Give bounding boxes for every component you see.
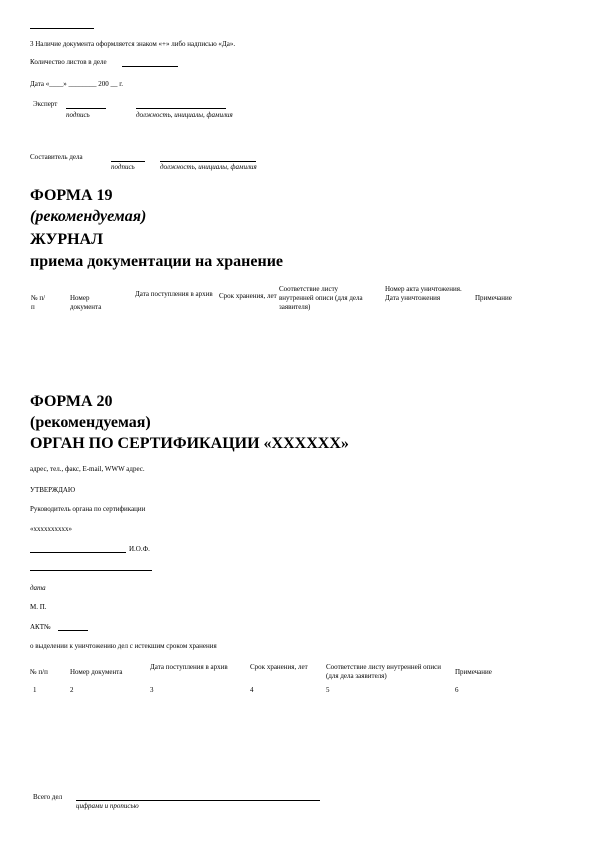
expert-label: Эксперт [33, 100, 58, 108]
form20-col-match: Соответствие листу внутренней описи (для дела заявителя) [326, 663, 442, 680]
form20-subtitle: (рекомендуемая) [30, 414, 151, 431]
form20-act-desc: о выделении к уничтожению дел с истекшим сроком хранения [30, 642, 217, 650]
signature-line [30, 552, 126, 553]
form19-col-docnum: Номер документа [70, 294, 102, 311]
expert-position-caption: должность, инициалы, фамилия [136, 111, 233, 119]
total-underline [76, 800, 320, 801]
form19-col-match: Соответствие листу внутренней описи (для дела заявителя) [279, 285, 363, 311]
sheet-count-underline [122, 66, 178, 67]
form20-col-docnum: Номер документа [70, 668, 123, 676]
form19-journal: ЖУРНАЛ [30, 231, 104, 248]
date-underline [30, 570, 152, 571]
form20-col-term: Срок хранения, лет [250, 663, 308, 671]
form20-num-4: 4 [250, 686, 254, 694]
compiler-position-caption: должность, инициалы, фамилия [160, 163, 257, 171]
note-line: 3 Наличие документа оформляется знаком «+» либо надписью «Да». [30, 40, 236, 48]
form20-iof: И.О.Ф. [129, 545, 150, 553]
form20-title: ФОРМА 20 [30, 393, 113, 410]
form20-approve: УТВЕРЖДАЮ [30, 486, 76, 494]
compiler-position-line [160, 161, 256, 162]
form19-journal-sub: приема документации на хранение [30, 253, 284, 270]
form19-col-date: Дата поступления в архив [135, 290, 213, 298]
act-number-line [58, 630, 88, 631]
compiler-label: Составитель дела [30, 153, 83, 161]
form19-subtitle: (рекомендуемая) [30, 208, 147, 225]
form20-org: ОРГАН ПО СЕРТИФИКАЦИИ «XXXXXX» [30, 435, 349, 452]
form20-num-6: 6 [455, 686, 459, 694]
form20-mp: М. П. [30, 603, 47, 611]
form20-num-3: 3 [150, 686, 154, 694]
form20-head: Руководитель органа по сертификации [30, 505, 146, 513]
form19-title: ФОРМА 19 [30, 187, 113, 204]
form20-total-caption: цифрами и прописью [76, 802, 139, 810]
form20-col-date: Дата поступления в архив [150, 663, 228, 671]
top-rule [30, 28, 94, 29]
form20-col-note: Примечание [455, 668, 492, 676]
expert-sign-line [66, 108, 106, 109]
form19-col-note: Примечание [475, 294, 512, 302]
form20-num-2: 2 [70, 686, 74, 694]
compiler-sign-caption: подпись [111, 163, 135, 171]
form19-col-num: № п/п [31, 294, 46, 311]
date-line: Дата «____» ________ 200 __ г. [30, 80, 124, 88]
form20-quote: «xxxxxxxxxx» [30, 525, 72, 533]
form19-col-act: Номер акта уничтожения. Дата уничтожения [385, 285, 462, 302]
expert-sign-caption: подпись [66, 111, 90, 119]
form20-date-caption: дата [30, 584, 46, 592]
form19-col-term: Срок хранения, лет [219, 292, 277, 300]
form20-act-no: АКТ№ [30, 623, 51, 631]
form20-num-5: 5 [326, 686, 330, 694]
sheet-count-label: Количество листов в деле [30, 58, 107, 66]
form20-address: адрес, тел., факс, E-mail, WWW адрес. [30, 465, 145, 473]
form20-col-num: № п/п [30, 668, 48, 676]
compiler-sign-line [111, 161, 145, 162]
form20-num-1: 1 [33, 686, 37, 694]
expert-position-line [136, 108, 226, 109]
form20-total-label: Всего дел [33, 793, 63, 801]
